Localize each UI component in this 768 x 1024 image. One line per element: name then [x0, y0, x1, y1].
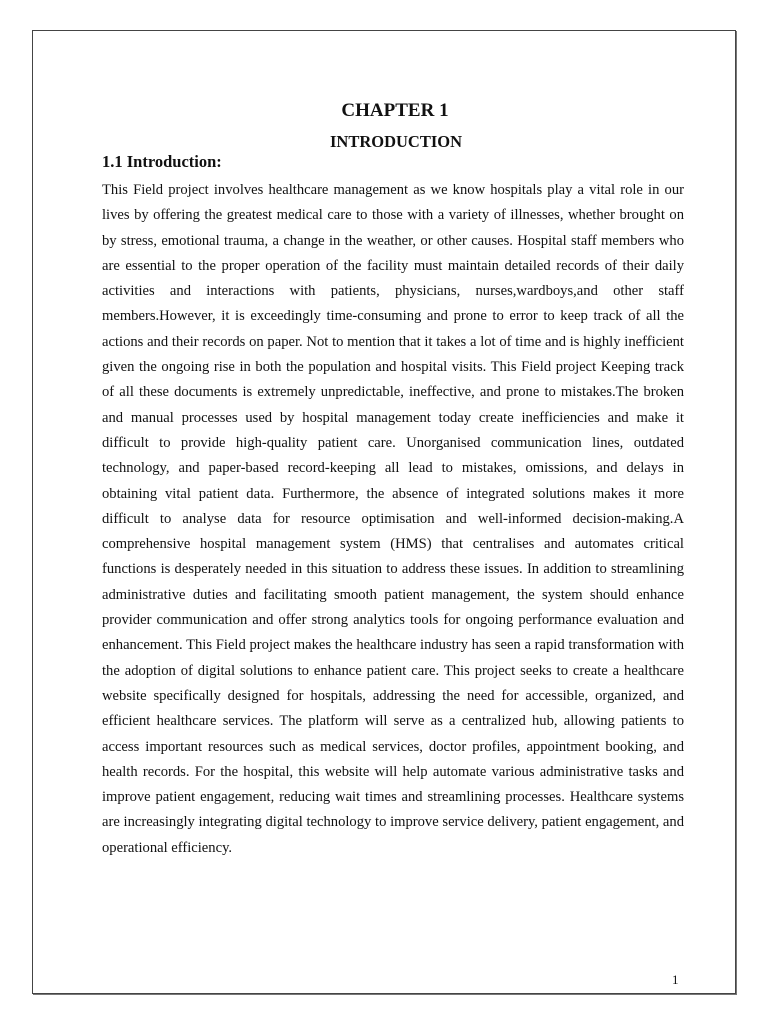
- body-paragraph: This Field project involves healthcare management as we know hospitals play a vital role in our lives by offering the greatest medical care to those with a variety of illnesses, whether brought on by stress, emotional trauma, a change in the weather, or other causes. Hospital staff members who are essential to the proper operation of the facility must maintain detailed records of their daily activities and interactions with patients, physicians, nurses,wardboys,and other staff members.However, it is exceedingly time-consuming and prone to error to keep track of all the actions and their records on paper. Not to mention that it takes a lot of time and is highly inefficient given the ongoing rise in both the population and hospital visits. This Field project Keeping track of all these documents is extremely unpredictable, ineffective, and prone to mistakes.The broken and manual processes used by hospital management today create inefficiencies and make it difficult to provide high-quality patient care. Unorganised communication lines, outdated technology, and paper-based record-keeping all lead to mistakes, omissions, and delays in obtaining vital patient data. Furthermore, the absence of integrated solutions makes it more difficult to analyse data for resource optimisation and well-informed decision-making.A comprehensive hospital management system (HMS) that centralises and automates critical functions is desperately needed in this situation to address these issues. In addition to streamlining administrative duties and facilitating smooth patient management, the system should enhance provider communication and offer strong analytics tools for ongoing performance evaluation and enhancement. This Field project makes the healthcare industry has seen a rapid transformation with the adoption of digital solutions to enhance patient care. This project seeks to create a healthcare website specifically designed for hospitals, addressing the need for accessible, organized, and efficient healthcare services. The platform will serve as a centralized hub, allowing patients to access important resources such as medical services, doctor profiles, appointment booking, and health records. For the hospital, this website will help automate various administrative tasks and improve patient engagement, reducing wait times and streamlining processes. Healthcare systems are increasingly integrating digital technology to improve service delivery, patient engagement, and operational efficiency.: [102, 182, 684, 856]
- page-number: 1: [672, 972, 679, 987]
- chapter-number: CHAPTER 1: [341, 100, 449, 121]
- section-heading: 1.1 Introduction:: [102, 152, 222, 171]
- chapter-title: INTRODUCTION: [329, 132, 463, 151]
